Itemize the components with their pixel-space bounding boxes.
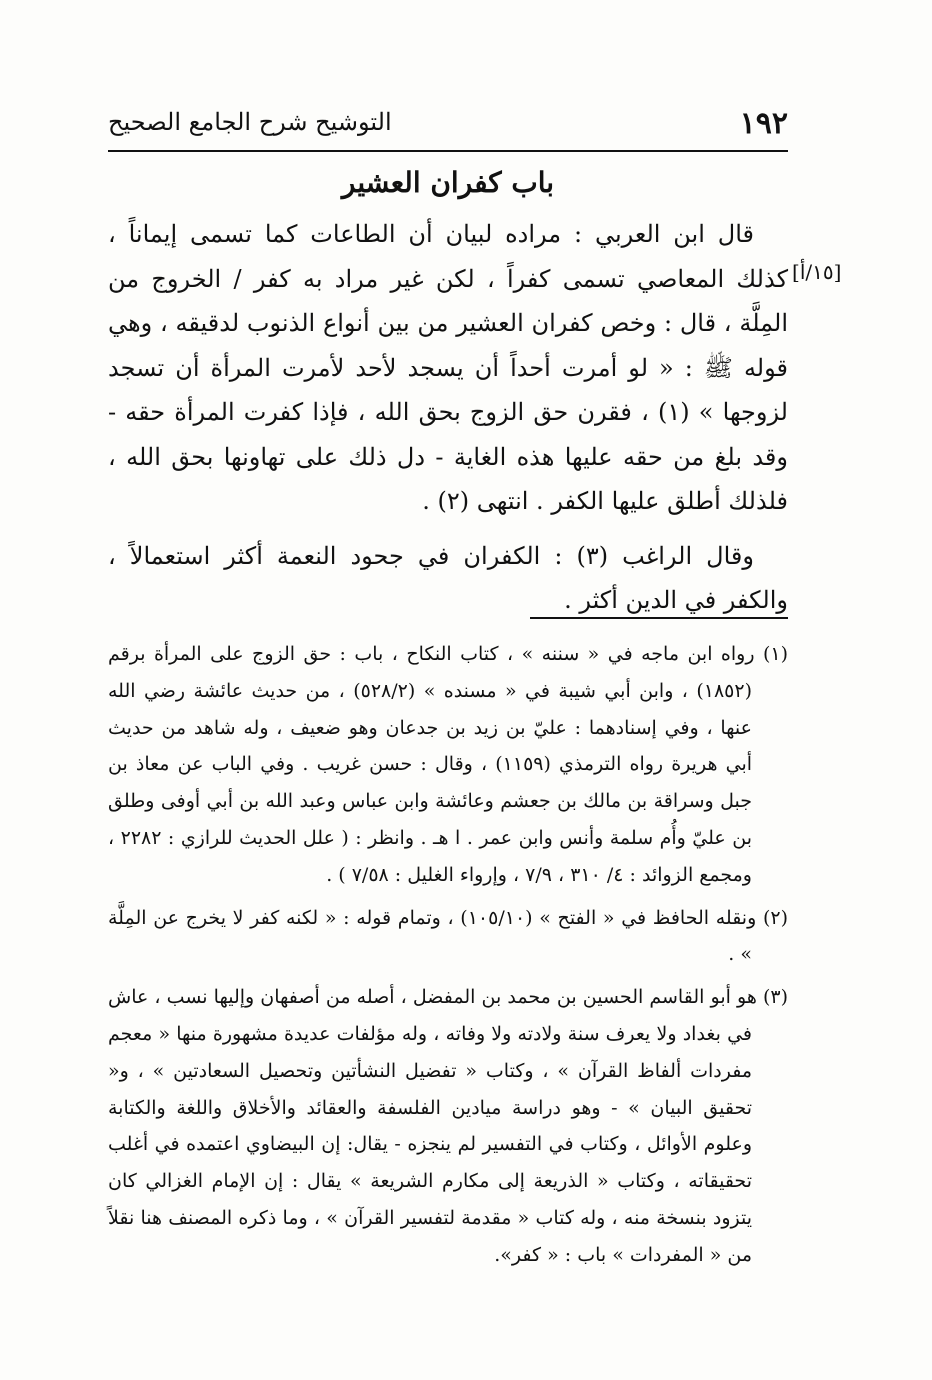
paragraph-text: وقال الراغب (٣) : الكفران في جحود النعمة أكثر استعمالاً ، والكفر في الدين أكثر . [108,541,788,614]
paragraph-text: قال ابن العربي : مراده لبيان أن الطاعات كما تسمى إيماناً ، كذلك المعاصي تسمى كفراً ، لكن غير مراد به كفر / الخروج من المِلَّة ، قال : وخص كفران العشير من بين أنواع الذنوب لدقيقه ، وهي قوله ﷺ : « لو أمرت أحداً أن يسجد لأحد لأمرت المرأة أن تسجد لزوجها » (١) ، فقرن حق الزوج بحق الله ، فإذا كفرت المرأة حقه - وقد بلغ من حقه عليها هذه الغاية - دل ذلك على تهاونها بحق الله ، فلذلك أطلق عليها الكفر . انتهى (٢) . [108,220,788,515]
paragraph [108,212,788,524]
page-header [108,102,788,148]
chapter-title: باب كفران العشير [341,166,555,199]
footnote: (٢) ونقله الحافظ في « الفتح » (١٠٥/١٠) ، وتمام قوله : « لكنه كفر لا يخرج عن المِلَّة » . [108,906,789,966]
footnote: (١) رواه ابن ماجه في « سننه » ، كتاب النكاح ، باب : حق الزوج على المرأة برقم (١٨٥٢) ، وابن أبي شيبة في « مسنده » (٥٢٨/٢) ، من حديث عائشة رضي الله عنها ، وفي إسنادهما : عليّ بن زيد بن جدعان وهو ضعيف ، وله شاهد من حديث أبي هريرة رواه الترمذي (١١٥٩) ، وقال : حسن غريب . وفي الباب عن معاذ بن جبل وسراقة بن مالك بن جعشم وعائشة وابن عباس وعبد الله بن أبي أوفى وطلق بن عليّ وأُم سلمة وأنس وابن عمر . ا هـ . وانظر : ( علل الحديث للرازي : ٢٢٨٢ ، ومجمع الزوائد : ٤/ ٣١٠ ، ٧/٩ ، وإرواء الغليل : ٧/٥٨ ) . [108,643,788,886]
paragraph [108,534,788,623]
manuscript-folio-reference: [١٥/أ] [792,260,842,284]
page-number: ١٩٢ [739,106,788,141]
footnote-separator [530,617,788,619]
footnotes [108,636,788,1280]
main-text [108,212,788,623]
footnote: (٣) هو أبو القاسم الحسين بن محمد بن المفضل ، أصله من أصفهان وإليها نسب ، عاش في بغداد ولا يعرف سنة ولادته ولا وفاته ، وله مؤلفات عديدة مشهورة منها « معجم مفردات ألفاظ القرآن » ، وكتاب « تفضيل النشأتين وتحصيل السعادتين » ، و« تحقيق البيان » - وهو دراسة ميادين الفلسفة والعقائد والأخلاق واللغة والكتابة وعلوم الأوائل ، وكتاب في التفسير لم ينجزه - يقال: إن البيضاوي اعتمده في أغلب تحقيقاته ، وكتاب « الذريعة إلى مكارم الشريعة » يقال : إن الإمام الغزالي كان يتزود بنسخة منه ، وله كتاب « مقدمة لتفسير القرآن » ، وما ذكره المصنف هنا نقلاً من « المفردات » باب : « كفر». [108,986,788,1266]
running-title: التوشيح شرح الجامع الصحيح [108,108,392,136]
header-rule [108,150,788,152]
